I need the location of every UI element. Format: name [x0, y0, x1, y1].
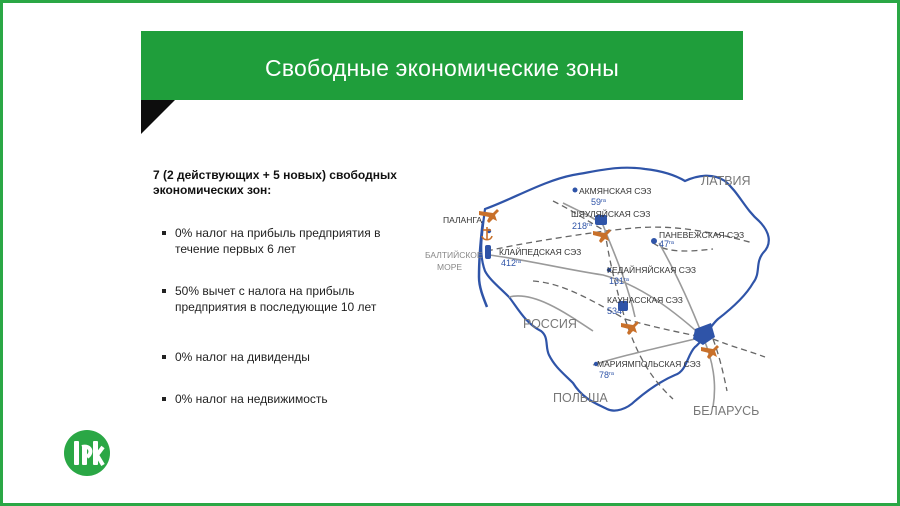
airport-icon	[701, 345, 719, 359]
zone-area-kedainiai: $131^{га}$	[609, 276, 629, 286]
zone-area-marijampole: $78^{га}$	[599, 370, 614, 380]
company-logo	[63, 429, 111, 477]
zone-label-marijampole: МАРИЯМПОЛЬСКАЯ СЭЗ	[597, 359, 701, 369]
zone-area-siauliai: $218^{га}$	[572, 221, 592, 231]
city-label-palanga: ПАЛАНГА	[443, 215, 483, 225]
zone-area-kaunas: $534^{га}$	[607, 306, 627, 316]
country-label-belarus: БЕЛАРУСЬ	[693, 404, 760, 418]
country-label-latvia: ЛАТВИЯ	[701, 174, 751, 188]
intro-text: 7 (2 действующих + 5 новых) свободных экономических зон:	[153, 168, 397, 197]
benefit-item: 0% налог на дивиденды	[161, 349, 421, 365]
zone-area-klaipeda: $412^{га}$	[501, 258, 521, 268]
title-fold-triangle	[141, 100, 175, 134]
zone-label-kaunas: КАУНАССКАЯ СЭЗ	[607, 295, 683, 305]
zone-label-akmene: АКМЯНСКАЯ СЭЗ	[579, 186, 652, 196]
zone-label-klaipeda: КЛАЙПЕДСКАЯ СЭЗ	[499, 247, 582, 257]
zone-label-siauliai: ШЯУЛЯЙСКАЯ СЭЗ	[571, 209, 651, 219]
lithuania-map	[413, 151, 793, 441]
airport-icon	[593, 229, 611, 243]
zone-marker	[573, 188, 578, 193]
benefit-item: 0% налог на недвижимость	[161, 391, 421, 407]
zone-marker	[485, 245, 491, 259]
country-label-russia: РОССИЯ	[523, 317, 577, 331]
zone-marker	[651, 238, 657, 244]
airport-icon	[621, 321, 639, 335]
sea-label-line2: МОРЕ	[437, 262, 463, 272]
benefits-list	[161, 225, 421, 407]
vilnius-area	[693, 323, 715, 345]
benefit-item: 0% налог на прибыль предприятия в течение первых 6 лет	[161, 225, 421, 257]
zone-label-panevezys: ПАНЕВЕЖСКАЯ СЭЗ	[659, 230, 745, 240]
country-label-poland: ПОЛЬША	[553, 391, 608, 405]
zone-area-akmene: $59^{га}$	[591, 197, 606, 207]
sea-label-line1: БАЛТИЙСКОЕ	[425, 250, 483, 260]
benefit-item: 50% вычет с налога на прибыль предприятия в последующие 10 лет	[161, 283, 421, 315]
zone-label-kedainiai: КЕДАЙНЯЙСКАЯ СЭЗ	[607, 265, 696, 275]
title-banner	[141, 31, 743, 100]
slide-title: Свободные экономические зоны	[265, 55, 619, 81]
zone-area-panevezys: $47^{га}$	[659, 239, 674, 249]
lithuania-border	[481, 168, 769, 411]
